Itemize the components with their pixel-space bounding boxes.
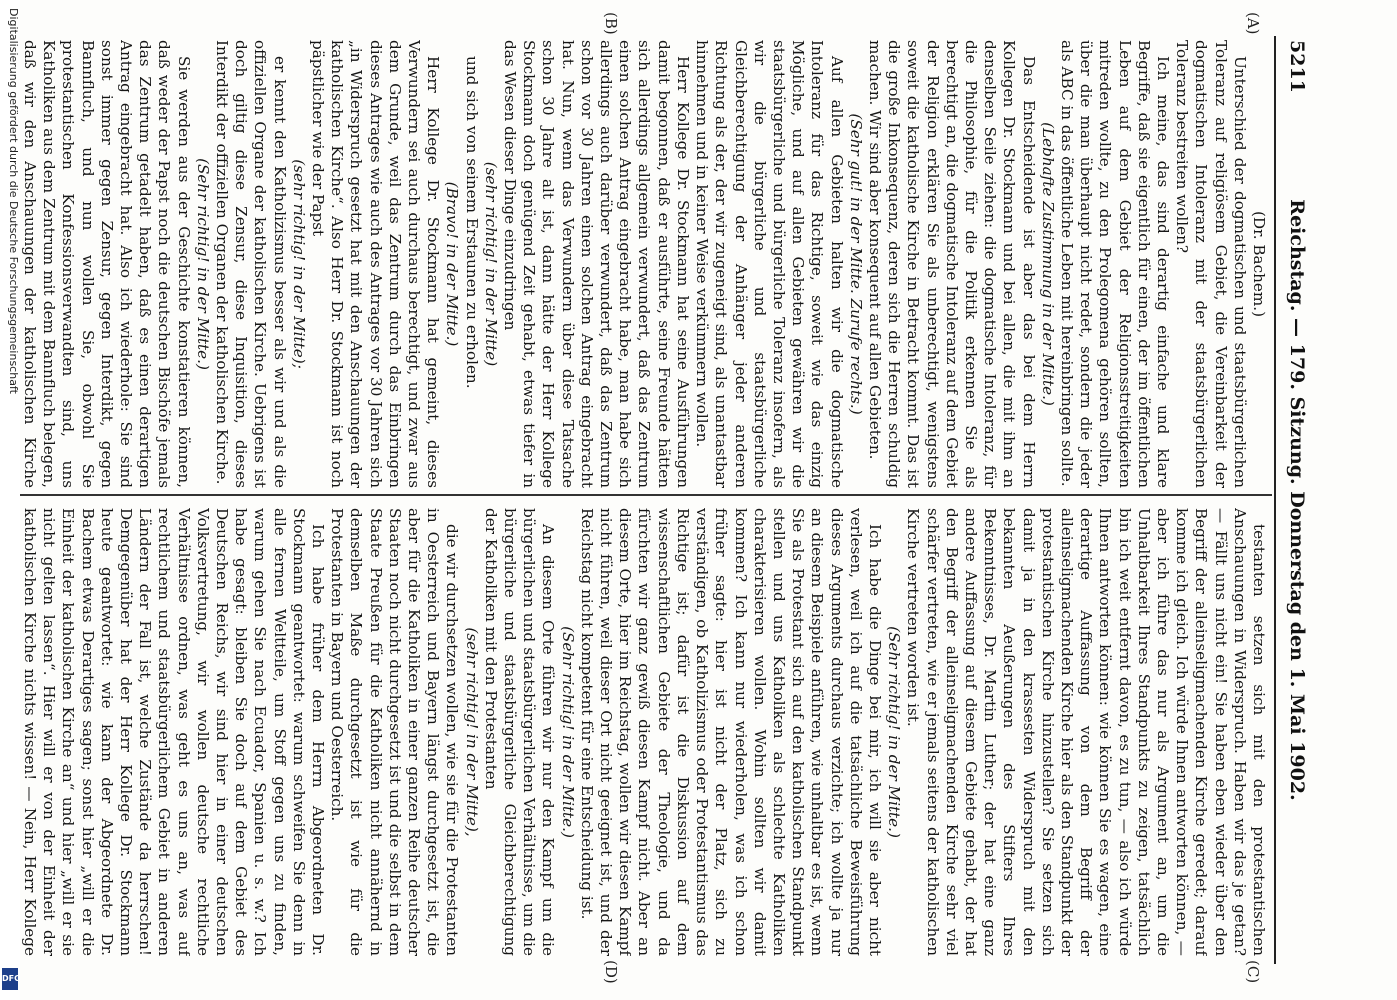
speech-paragraph: Sie werden aus der Geschichte konstatieren können, daß weder der Papst noch die deutschen Bischöfe jemals das Zentrum getadelt haben, daß es einen derartigen Antrag eingebracht hat. Also ich wiederhole: Sie sind sonst immer gegen Zensur, gegen Interdikt, gegen Bannfluch, und nun wollen Sie, obwohl Sie protestantischen Konfessionsverwandten sind, uns Katholiken aus dem Zentrum mit dem Bannfluch belegen, daß wir den Anschauungen der katholischen Kirche bbox=[21, 40, 193, 488]
speech-paragraph: Herr Kollege Dr. Stockmann hat seine Ausführungen damit begonnen, daß er ausführte, seine Freunde hätten sich allerdings allgemein verwundert, daß das Zentrum einen solchen Antrag eingebracht habe, man habe sich allerdings auch darüber verwundert, daß das Zentrum schon vor 30 Jahren einen solchen Antrag eingebracht hat. Nun, wenn das Verwundern über diese Tatsache schon 30 Jahre alt ist, dann hätte der Herr Kollege Stockmann doch genügend Zeit gehabt, etwas tiefer in das Wesen dieser Dinge einzudringen bbox=[501, 40, 692, 488]
right-column bbox=[10, 508, 1268, 956]
interjection-remark: (Sehr richtig! in der Mitte.) bbox=[193, 158, 212, 370]
page-header bbox=[1278, 40, 1312, 960]
interjection-remark: (Lebhafte Zustimmung in der Mitte.) bbox=[1038, 122, 1057, 406]
interjection-remark: (Bravo! in der Mitte.) bbox=[443, 181, 462, 347]
speech-paragraph: er kennt den Katholizismus besser als wir und als die offiziellen Organe der katholischen Kirche. Uebrigens ist doch giltig diese Zensur, diese Inquisition, dieses Interdikt der offiziellen Organen der katholischen Kirche. bbox=[213, 40, 289, 488]
speech-paragraph: Unterschied der dogmatischen und staatsbürgerlichen Toleranz auf religiösem Gebiet, die Vereinbarkeit der dogmatischen Intoleranz mit der staatsbürgerlichen Toleranz bestreiten wollen? bbox=[1173, 40, 1249, 488]
margin-mark-d: (D) bbox=[602, 960, 620, 984]
interjection-remark: (Sehr richtig! in der Mitte.) bbox=[885, 626, 904, 838]
left-column-paragraphs bbox=[10, 40, 1249, 488]
margin-mark-c: (C) bbox=[1244, 960, 1262, 984]
interjection-remark: (sehr richtig! in der Mitte); bbox=[289, 159, 308, 369]
margin-mark-b: (B) bbox=[602, 12, 620, 35]
dfg-logo: DFG bbox=[2, 968, 18, 990]
speech-paragraph: Das Entscheidende ist aber das bei dem Herrn Kollegen Dr. Stockmann und bei allen, die mit ihm an denselben Seile ziehen: die dogmatische Intoleranz, für die Philosophie, für die Politik erkennen Sie als berechtigt an, die dogmatische Intoleranz auf dem Gebiet der Religion erklären Sie als unberechtigt, wenigstens soweit die katholische Kirche in Betracht kommt. Das ist die große Inkonsequenz, deren sich die Herren schuldig machen. Wir sind aber konsequent auf allen Gebieten. bbox=[865, 40, 1038, 488]
column-divider bbox=[14, 494, 1272, 496]
digitization-strip bbox=[0, 0, 20, 1000]
interjection-remark: (sehr richtig! in der Mitte) bbox=[481, 161, 500, 367]
speech-paragraph: die wir durchsetzen wollen, wie sie für die Protestanten in Oesterreich und Bayern längst durchgesetzt ist, die aber für die Katholiken in einer ganzen Reihe deutscher Staaten noch nicht durchgesetzt ist und die selbst in dem Staate Preußen für die Katholiken nicht annähernd in demselben Maße durchgesetzt ist wie für die Protestanten in Bayern und Oesterreich. bbox=[328, 508, 462, 956]
speech-paragraph: Ich habe früher dem Herrn Abgeordneten Dr. Stockmann geantwortet: warum schweifen Sie denn in alle fernen Weltteile, um Stoff gegen uns zu finden, warum gehen Sie nach Ecuador, Spanien u. s. w.? Ich habe gesagt: bleiben Sie doch auf dem Gebiet des Deutschen Reichs, wir sind hier in einer deutschen Volksvertretung, wir wollen deutsche rechtliche Verhältnisse ordnen, was geht es uns an, was auf rechtlichem und staatsbürgerlichem Gebiet in anderen Ländern der Fall ist, welche Zustände da herrschen! Demgegenüber hat der Herr Kollege Dr. Stockmann heute geantwortet: wie kann der Abgeordnete Dr. Bachem etwas Derartiges sagen; sonst hier „will er die Einheit der katholischen Kirche an“ und hier „will er sie nicht gelten lassen“. Hier will er von der Einheit der katholischen Kirche nichts wissen! — Nein, Herr Kollege bbox=[21, 508, 328, 956]
digitization-credit: Digitalisierung gefördert durch die Deutsche Forschungsgemeinschaft bbox=[7, 8, 20, 394]
speaker-note: (Dr. Bachem.) bbox=[1250, 211, 1268, 317]
left-column bbox=[10, 40, 1268, 488]
speech-paragraph: und sich von seinem Erstaunen zu erholen. bbox=[462, 56, 481, 389]
speech-paragraph: testanten setzen sich mit den protestantischen Anschauungen in Widerspruch. Haben wir das je getan? — Fällt uns nicht ein! Sie haben eben wieder über den Begriff der alleinseligmachenden Kirche geredet; darauf komme ich gleich. Ich würde Ihnen antworten können, — aber ich führe das nur als Argument an, um die Unhaltbarkeit Ihres Standpunkts zu zeigen, tatsächlich bin ich weit entfernt davon, es zu tun, — also ich würde Ihnen antworten können: wie können Sie es wagen, eine derartige Auffassung von dem Begriff der alleinseligmachenden Kirche hier als den Standpunkt der protestantischen Kirche hinzustellen? Sie setzen sich damit ja in den krassesten Widerspruch mit den bekannten Aeußerungen des Stifters Ihres Bekenntnisses, Dr. Martin Luther; der hat eine ganz andere Auffassung auf diesem Gebiete gehabt, der hat den Begriff der alleinseligmachenden Kirche sehr viel schärfer vertreten, wie er jemals seitens der katholischen Kirche vertreten worden ist. bbox=[904, 508, 1268, 956]
right-column-paragraphs bbox=[10, 508, 1268, 956]
header-rule bbox=[1274, 36, 1276, 964]
speech-paragraph: Herr Kollege Dr. Stockmann hat gemeint, dieses Verwundern sei auch durchaus berechtigt, und zwar aus dem Grunde, weil das Zentrum durch das Einbringen dieses Antrages wie auch des Antrages vor 30 Jahren sich „in Widerspruch gesetzt hat mit den Anschauungen der katholischen Kirche“. Also Herr Dr. Stockmann ist noch päpstlicher wie der Papst bbox=[309, 40, 443, 488]
interjection-remark: (Sehr gut! in der Mitte. Zurufe rechts.) bbox=[846, 113, 865, 415]
interjection-remark: (Sehr richtig! in der Mitte.) bbox=[558, 626, 577, 838]
speech-paragraph: An diesem Orte führen wir nur den Kampf um die bürgerlichen und staatsbürgerlichen Verhältnisse, um die bürgerliche und staatsbürgerliche Gleichberechtigung der Katholiken mit den Protestanten bbox=[481, 508, 558, 956]
speech-paragraph: Auf allen Gebieten halten wir die dogmatische Intoleranz für das Richtige, soweit wie das einzig Mögliche, und auf allen Gebieten gewähren wir die staatsbürgerliche und bürgerliche Toleranz insofern, als wir die bürgerliche und staatsbürgerliche Gleichberechtigung der Anhänger jeder anderen Richtung als der, der wir zugeneigt sind, als unantastbar hinnehmen und in keiner Weise verkümmern wollen. bbox=[693, 40, 846, 488]
margin-mark-a: (A) bbox=[1244, 12, 1262, 35]
page-number: 5211 bbox=[1286, 40, 1308, 93]
speech-paragraph: Ich habe die Dinge bei mir, ich will sie aber nicht verlesen, weil ich auf die tatsächliche Beweisführung dieses Arguments durchaus verzichte; ich wollte ja nur an diesem Beispiele anführen, wie unhaltbar es ist, wenn Sie als Protestant sich auf den katholischen Standpunkt stellen und uns Katholiken als schlechte Katholiken charakterisieren wollen. Wohin sollten wir damit kommen? Ich kann nur wiederholen, was ich schon früher sagte: hier ist nicht der Platz, sich zu verständigen, ob Katholizismus oder Protestantismus das Richtige ist; dafür ist die Diskussion auf dem wissenschaftlichen Gebiete der Theologie, und da fürchten wir ganz gewiß diesen Kampf nicht. Aber an diesem Orte, hier im Reichstag, wollen wir diesen Kampf nicht führen, weil dieser Ort nicht geeignet ist, und der Reichstag nicht kompetent für eine Entscheidung ist. bbox=[577, 508, 884, 956]
speech-paragraph: Ich meine, das sind derartig einfache und klare Begriffe, daß sie eigentlich für einen, der im öffentlichen Leben auf dem Gebiet der Religionsstreitigkeiten mitreden wollte, zu den Prolegomena gehören sollten, über die man überhaupt nicht redet, sondern die jeder als ABC in das öffentliche Leben mit hereinbringen sollte. bbox=[1057, 40, 1172, 488]
interjection-remark: (sehr richtig! in der Mitte), bbox=[462, 627, 481, 837]
page-title: Reichstag. — 179. Sitzung. Donnerstag den 1. Mai 1902. bbox=[1286, 199, 1308, 801]
